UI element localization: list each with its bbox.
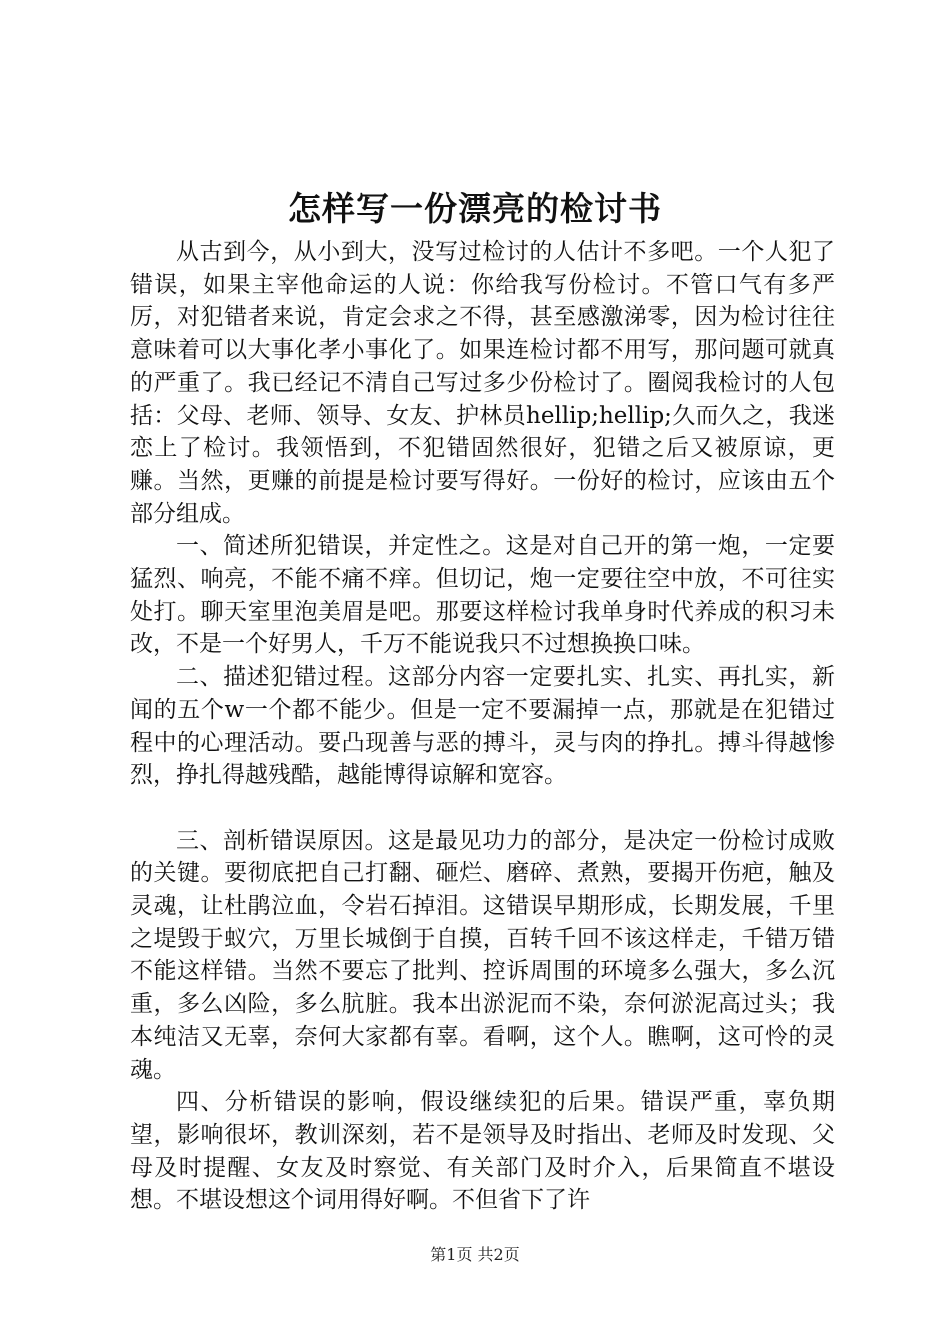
paragraph-intro: 从古到今，从小到大，没写过检讨的人估计不多吧。一个人犯了错误，如果主宰他命运的人说：你给我写份检讨。不管口气有多严厉，对犯错者来说，肯定会求之不得，甚至感激涕零，因为检讨往往意味着可以大事化孝小事化了。如果连检讨都不用写，那问题可就真的严重了。我已经记不清自己写过多少份检讨了。圈阅我检讨的人包括：父母、老师、领导、女友、护林员hellip;hellip;久而久之，我迷恋上了检讨。我领悟到，不犯错固然很好，犯错之后又被原谅，更赚。当然，更赚的前提是检讨要写得好。一份好的检讨，应该由五个部分组成。 bbox=[130, 239, 835, 527]
paragraph-section-2: 二、描述犯错过程。这部分内容一定要扎实、扎实、再扎实，新闻的五个w一个都不能少。但是一定不要漏掉一点，那就是在犯错过程中的心理活动。要凸现善与恶的搏斗，灵与肉的挣扎。搏斗得越惨烈，挣扎得越残酷，越能博得谅解和宽容。 bbox=[130, 664, 835, 789]
document-body bbox=[130, 236, 835, 1217]
paragraph-section-1: 一、简述所犯错误，并定性之。这是对自己开的第一炮，一定要猛烈、响亮，不能不痛不痒。但切记，炮一定要往空中放，不可往实处打。聊天室里泡美眉是吧。那要这样检讨我单身时代养成的积习未改，不是一个好男人，千万不能说我只不过想换换口味。 bbox=[130, 533, 835, 658]
page-number-footer: 第1页 共2页 bbox=[430, 1245, 520, 1264]
document-title: 怎样写一份漂亮的检讨书 bbox=[288, 189, 662, 228]
paragraph-section-3: 三、剖析错误原因。这是最见功力的部分，是决定一份检讨成败的关键。要彻底把自己打翻、砸烂、磨碎、煮熟，要揭开伤疤，触及灵魂，让杜鹃泣血，令岩石掉泪。这错误早期形成，长期发展，千里之堤毁于蚁穴，万里长城倒于自摸，百转千回不该这样走，千错万错不能这样错。当然不要忘了批判、控诉周围的环境多么强大，多么沉重，多么凶险，多么肮脏。我本出淤泥而不染，奈何淤泥高过头；我本纯洁又无辜，奈何大家都有辜。看啊，这个人。瞧啊，这可怜的灵魂。 bbox=[130, 827, 835, 1083]
paragraph-section-4: 四、分析错误的影响，假设继续犯的后果。错误严重，辜负期望，影响很坏，教训深刻，若不是领导及时指出、老师及时发现、父母及时提醒、女友及时察觉、有关部门及时介入，后果简直不堪设想。不堪设想这个词用得好啊。不但省下了许 bbox=[130, 1089, 835, 1214]
